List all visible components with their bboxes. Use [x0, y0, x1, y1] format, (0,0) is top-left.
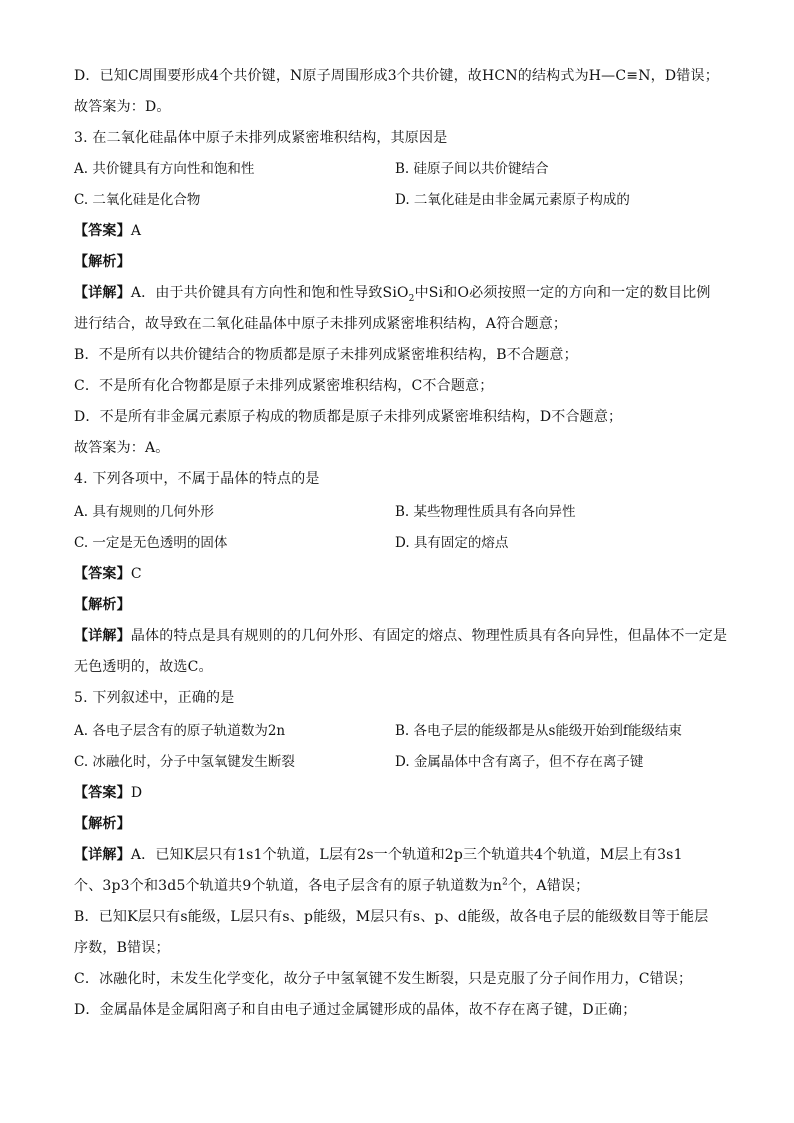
answer-value: D [130, 785, 143, 801]
q3-option-d: D. 二氧化硅是由非金属元素原子构成的 [395, 192, 630, 208]
q3-option-c: C. 二氧化硅是化合物 [74, 192, 201, 208]
q5-detail-line [74, 845, 683, 865]
q5-detail-line: B．已知K层只有s能级，L层只有s、p能级，M层只有s、p、d能级，故各电子层的能级数目等于能层 [74, 909, 709, 925]
q3-detail-line: D．不是所有非金属元素原子构成的物质都是原子未排列成紧密堆积结构，D不合题意； [74, 409, 623, 425]
answer-label: 【答案】 [74, 566, 131, 582]
superscript: 2 [502, 877, 509, 888]
detail-label: 【详解】 [74, 285, 131, 301]
detail-label: 【详解】 [74, 628, 131, 644]
detail-label: 【详解】 [74, 847, 131, 863]
q3-detail-line [74, 283, 711, 303]
q5-answer [74, 783, 142, 803]
q3-option-a: A. 共价键具有方向性和饱和性 [74, 161, 255, 177]
q5-detail-line [74, 876, 589, 896]
detail-text: A．已知K层只有1s1个轨道，L层有2s一个轨道和2p三个轨道共4个轨道，M层上有3s1 [130, 847, 683, 863]
q5-analysis-label: 【解析】 [74, 816, 131, 832]
q5-detail-line: C．冰融化时，未发生化学变化，故分子中氢氧键不发生断裂，只是克服了分子间作用力，C错误； [74, 971, 693, 987]
text-line: D．已知C周围要形成4个共价键，N原子周围形成3个共价键，故HCN的结构式为H—C≡N，D错误； [74, 68, 719, 84]
question-5-stem: 5. 下列叙述中，正确的是 [74, 690, 235, 706]
detail-text: A．由于共价键具有方向性和饱和性导致SiO [130, 285, 409, 301]
q3-detail-line: 故答案为：A。 [74, 440, 170, 456]
detail-text: 个、3p3个和3d5个轨道共9个轨道，各电子层含有的原子轨道数为n [74, 878, 503, 894]
question-3-stem: 3. 在二氧化硅晶体中原子未排列成紧密堆积结构，其原因是 [74, 130, 448, 146]
q4-option-b: B. 某些物理性质具有各向异性 [395, 504, 576, 520]
q4-answer [74, 564, 142, 584]
q3-detail-line: B．不是所有以共价键结合的物质都是原子未排列成紧密堆积结构，B不合题意； [74, 347, 578, 363]
q4-detail-line: 无色透明的，故选C。 [74, 659, 213, 675]
detail-text: 中Si和O必须按照一定的方向和一定的数目比例 [414, 285, 711, 301]
detail-text: 个，A错误； [508, 878, 590, 894]
text-line: 故答案为：D。 [74, 99, 171, 115]
q4-option-a: A. 具有规则的几何外形 [74, 504, 214, 520]
q5-option-c: C. 冰融化时，分子中氢氧键发生断裂 [74, 754, 295, 770]
q5-option-a: A. 各电子层含有的原子轨道数为2n [74, 723, 286, 739]
answer-label: 【答案】 [74, 785, 131, 801]
q5-detail-line: 序数，B错误； [74, 940, 170, 956]
q5-detail-line: D．金属晶体是金属阳离子和自由电子通过金属键形成的晶体，故不存在离子键，D正确； [74, 1002, 637, 1018]
answer-value: C [130, 566, 142, 582]
subscript: 2 [408, 293, 415, 304]
question-4-stem: 4. 下列各项中，不属于晶体的特点的是 [74, 471, 320, 487]
detail-text: 晶体的特点是具有规则的的几何外形、有固定的熔点、物理性质具有各向异性，但晶体不一定是 [130, 628, 728, 644]
q3-analysis-label: 【解析】 [74, 254, 131, 270]
q5-option-b: B. 各电子层的能级都是从s能级开始到f能级结束 [395, 723, 682, 739]
q3-option-b: B. 硅原子间以共价键结合 [395, 161, 549, 177]
q5-option-d: D. 金属晶体中含有离子，但不存在离子键 [395, 754, 644, 770]
q4-option-c: C. 一定是无色透明的固体 [74, 535, 228, 551]
q3-detail-line: 进行结合，故导致在二氧化硅晶体中原子未排列成紧密堆积结构，A符合题意； [74, 316, 568, 332]
q4-detail-line [74, 626, 727, 646]
q3-detail-line: C．不是所有化合物都是原子未排列成紧密堆积结构，C不合题意； [74, 378, 494, 394]
q4-analysis-label: 【解析】 [74, 597, 131, 613]
answer-value: A [130, 223, 142, 239]
answer-label: 【答案】 [74, 223, 131, 239]
q4-option-d: D. 具有固定的熔点 [395, 535, 509, 551]
q3-answer [74, 221, 141, 241]
